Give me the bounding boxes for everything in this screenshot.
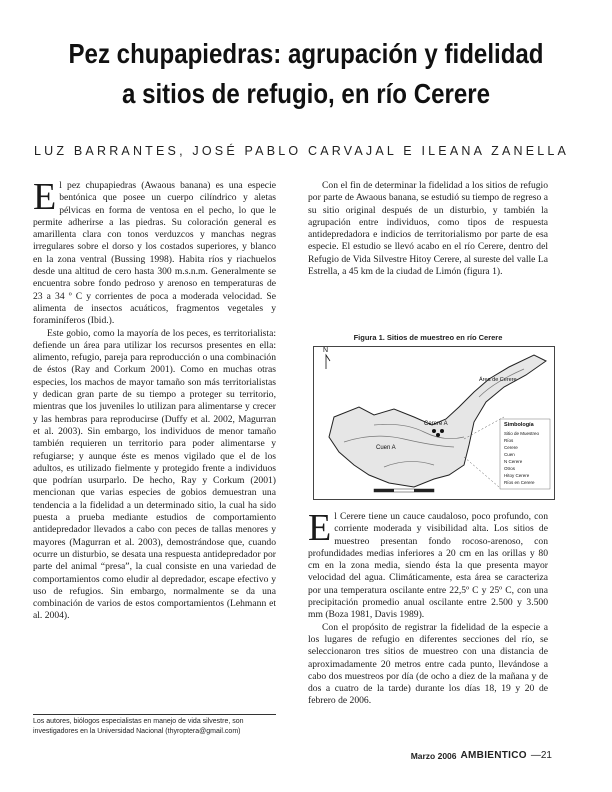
left-column — [33, 176, 276, 623]
drop-cap: E — [308, 507, 332, 549]
issue-date: Marzo 2006 — [410, 750, 457, 761]
north-arrow-icon — [326, 355, 330, 369]
drop-cap: E — [33, 176, 57, 218]
sample-site-marker — [436, 433, 440, 437]
magazine-name: AMBIENTICO — [460, 750, 527, 761]
sample-site-marker — [432, 429, 436, 433]
legend-item: Ríos — [504, 438, 514, 443]
legend-item: Cuen — [504, 452, 515, 457]
author-footnote: Los autores, biólogos especialistas en manejo de vida silvestre, son investigadores en la Universidad Nacional (thyroptera@gmail.com) — [33, 718, 244, 735]
footnote-divider — [33, 714, 276, 715]
sample-site-marker — [440, 429, 444, 433]
legend-item: Cerere — [504, 445, 518, 450]
legend-item: Otros — [504, 466, 516, 471]
map-site-a-label: Cerere A — [424, 421, 448, 427]
legend-item: Hitoy Cerere — [504, 473, 530, 478]
map-area-label: Área de Cerere — [479, 377, 517, 383]
page-number: —21 — [530, 750, 552, 761]
body-paragraph: Este gobio, como la mayoría de los peces, es territorialista: defiende un área para utilizar los recursos presentes en ella: alimento, refugio, pareja para reproducción o una combinación de éstos (Ray and Corkum 2001). Como en muchas otras especies, los machos de mayor tamaño son más territorialistas y dedican gran parte de su tiempo a proteger su territorio, mientras que los juveniles lo utilizan para alimentarse y crecer y las hembras para reproducirse (Duffy et al. 2002, Magurran et al. 2003). Sin embargo, los individuos de menor tamaño también requieren un territorio para poder alimentarse y refugiarse; y aunque éste es menos vigilado que el de los adultos, es utilizado fielmente y protegido frente a individuos que podrían usurparlo. De hecho, Ray y Corkum (2001) mencionan que varias especies de gobios demuestran una tendencia a la fidelidad a un determinado sitio, la cual ha sido puesta a prueba mediante estudios de comportamiento antidepredador llevados a cabo con peces de tallas menores y mayores (Magurran et al. 2003), demostrándose que, cuando ocurre un disturbio, se desata una respuesta antidepredador por parte del animal “presa”, la cual consiste en una variedad de comportamientos como eludir al depredador, escape efectivo y uso de refugios. Sin embargo, normalmente se da una combinación de varios de estos comportamientos (Lehmann et al. 2004). — [33, 327, 276, 622]
title-line-1: Pez chupapiedras: agrupación y fidelidad — [68, 38, 544, 69]
right-column-bottom — [308, 507, 548, 708]
river-description-paragraph — [308, 507, 548, 622]
title-line-2: a sitios de refugio, en río Cerere — [122, 78, 490, 109]
river-description-text: l Cerere tiene un cauce caudaloso, poco profundo, con corriente moderada y visibilidad alta. Los sitios de muestreo presentan fondo rocoso-arenoso, con profundidades medias inferiores a 20 cm en las orillas y 80 cm en la zona media, siendo ésta la que presenta mayor velocidad del agua. Climáticamente, esta área se caracteriza por una temperatura oscilante entre 22,5º C y 25º C, con una precipitación promedio anual oscilante entre 2.500 y 3.500 mm (Boza 1981, Davis 1989). — [308, 511, 548, 621]
map-north-label: N — [323, 347, 329, 354]
intro-paragraph — [33, 176, 276, 328]
map-site-b-label: Cuen A — [376, 445, 396, 451]
legend-item: N Cerere — [504, 459, 523, 464]
page-footer — [411, 750, 552, 761]
study-site-map — [313, 346, 555, 500]
legend-item: Sitio de Muestreo — [504, 431, 540, 436]
authors-line: LUZ BARRANTES, JOSÉ PABLO CARVAJAL E ILEANA ZANELLA — [34, 144, 570, 158]
right-column-top — [308, 180, 548, 278]
article-title — [60, 34, 552, 114]
legend-title: Simbología — [504, 422, 534, 428]
legend-items — [504, 430, 539, 486]
methods-paragraph: Con el propósito de registrar la fidelidad de la especie a los lugares de refugio en diferentes secciones del río, se seleccionaron tres sitios de muestreo con una distancia de aproximadamente 20 metros entre cada punto, llevándose a cabo dos muestreos por día (de ocho a diez de la mañana y de dos a cuatro de la tarde) durante los días 18, 19 y 20 de febrero de 2006. — [308, 621, 548, 707]
study-paragraph: Con el fin de determinar la fidelidad a los sitios de refugio por parte de Awaous banana, se estudió su tiempo de regreso a su sitio original después de un disturbio, y también la agrupación entre individuos, como tipos de respuesta antidepredadora e indicios de territorialismo por parte de esa especie. El estudio se llevó acabo en el río Cerere, dentro del Refugio de Vida Silvestre Hitoy Cerere, al sureste del valle La Estrella, a 45 km de la ciudad de Limón (figura 1). — [308, 180, 548, 278]
legend-item: Ríos en Cerere — [504, 480, 535, 485]
figure-caption: Figura 1. Sitios de muestreo en río Cerere — [353, 333, 503, 342]
intro-text: l pez chupapiedras (Awaous banana) es una especie bentónica que posee un cuerpo cilíndrico y aletas pélvicas en forma de ventosa en el pecho, lo que le permite adherirse a las piedras. Su coloración general es amarillenta clara con tonos verduzcos y manchas negras irregulares sobre el dorso y los costados superiores, y blanco en la zona ventral (Bussing 1998). Habita ríos y riachuelos desde una altitud de cero hasta 300 m.s.n.m. Generalmente se encuentra sobre fondo pedroso y arenoso en temperaturas de 23 a 34 º C y corrientes de poca a moderada velocidad. Se alimenta de insectos acuáticos, fragmentos vegetales y foraminíferos (Ibid.). — [33, 180, 276, 327]
